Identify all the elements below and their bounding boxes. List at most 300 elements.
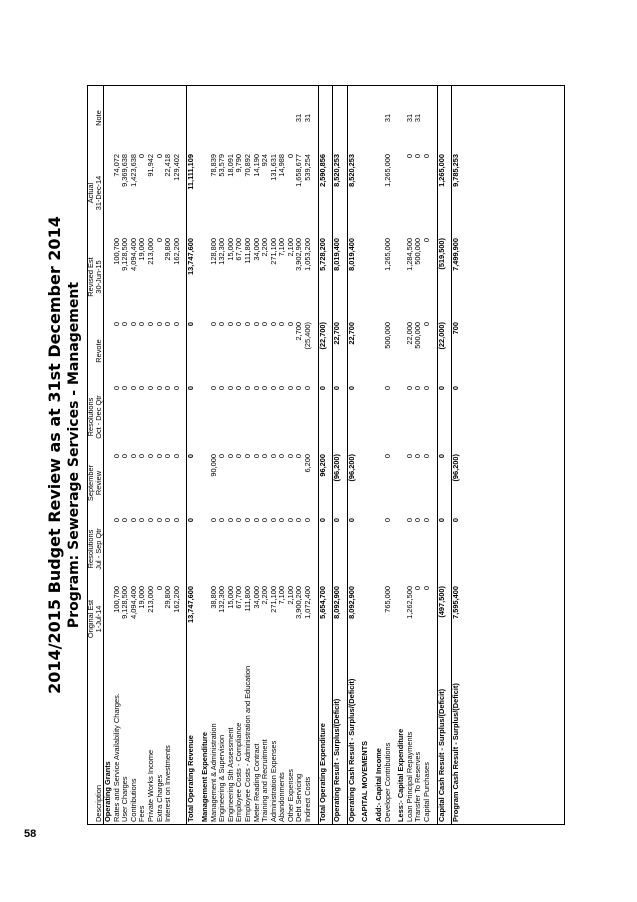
row-value: 0 (268, 386, 278, 391)
row-value: 8,092,900 (333, 583, 342, 655)
row-note (253, 85, 262, 151)
row-value: 22,700 (333, 319, 342, 383)
row-value (104, 515, 113, 583)
row-value: 0 (128, 518, 138, 523)
row-value: 0 (294, 454, 304, 459)
row-value: 0 (294, 386, 304, 391)
row-value: 0 (154, 386, 164, 391)
row-value: 29,800 (163, 586, 173, 609)
row-value: 2,200 (260, 238, 270, 257)
row-value: 0 (437, 451, 446, 515)
row-value: 0 (187, 515, 196, 583)
row-value: 0 (277, 454, 287, 459)
row-value: (22,700) (318, 319, 327, 383)
row-value: 0 (187, 319, 196, 383)
row-value: 0 (137, 386, 147, 391)
row-value: 0 (242, 518, 252, 523)
table-row (384, 85, 393, 825)
row-description: Total Operating Expenditure (318, 655, 327, 825)
row-value: 0 (303, 386, 313, 391)
row-value (361, 515, 370, 583)
total-row (187, 85, 196, 825)
row-value: 13,747,600 (187, 235, 196, 319)
row-value (397, 515, 406, 583)
row-value: 0 (145, 518, 155, 523)
row-value: 0 (208, 386, 218, 391)
row-value: 0 (277, 386, 287, 391)
row-value: 9,128,500 (120, 238, 130, 271)
row-value: 0 (277, 518, 287, 523)
row-description: Program Cash Result - Surplus/(Deficit) (452, 655, 461, 825)
row-description: Other Expenses (285, 769, 295, 822)
row-value: 0 (404, 386, 414, 391)
row-description: Operating Result - Surplus/(Deficit) (333, 655, 342, 825)
row-note: 31 (404, 113, 414, 123)
table-body (104, 85, 461, 825)
row-value: 0 (260, 518, 270, 523)
row-value: (96,200) (347, 451, 356, 515)
row-value: 0 (382, 454, 392, 459)
row-value: 34,000 (251, 586, 261, 609)
row-description: Less:- Capital Expenditure (396, 728, 406, 822)
table-row (304, 85, 313, 825)
row-value: 0 (225, 454, 235, 459)
row-description: Transfer To Reserves (413, 751, 423, 822)
row-value: (519,500) (437, 235, 446, 319)
row-value: 9,790 (234, 154, 244, 173)
row-value: 131,631 (268, 154, 278, 181)
row-note (318, 85, 327, 151)
row-value: 8,520,253 (347, 151, 356, 235)
row-description: Meter Reading Contract (251, 743, 261, 822)
row-value (375, 383, 384, 451)
row-value: 0 (137, 518, 147, 523)
row-value: 0 (120, 386, 130, 391)
total-row (437, 85, 446, 825)
row-value: 0 (333, 383, 342, 451)
row-note (138, 85, 147, 151)
row-note: 31 (413, 113, 423, 123)
row-value: 0 (128, 322, 138, 327)
row-value: 0 (137, 454, 147, 459)
row-description: Indirect Costs (303, 776, 313, 822)
row-value: 1,262,500 (404, 586, 414, 619)
row-value: 271,100 (268, 238, 278, 265)
row-value: 1,658,677 (294, 154, 304, 187)
row-value: 0 (242, 322, 252, 327)
row-description: Contributions (128, 778, 138, 822)
row-description: Fees (137, 805, 147, 822)
row-value: 8,019,400 (347, 235, 356, 319)
row-note (235, 85, 244, 151)
row-value: 0 (437, 515, 446, 583)
row-description: Add:- Capital Income (374, 748, 384, 822)
row-value: 0 (137, 154, 147, 159)
row-value: 0 (268, 518, 278, 523)
row-value: 90,000 (208, 454, 218, 477)
row-value: 132,300 (217, 238, 227, 265)
row-value: 0 (217, 454, 227, 459)
header-resolutions-oct-dec: Resolutions Oct - Dec Qtr (87, 383, 104, 451)
row-description: Capital Cash Result - Surplus/(Deficit) (437, 655, 446, 825)
row-value: 13,747,600 (187, 583, 196, 655)
row-value: 0 (187, 383, 196, 451)
row-value: 0 (413, 518, 423, 523)
row-value: 0 (260, 386, 270, 391)
row-description: Extra Charges (154, 774, 164, 822)
row-value: 924 (260, 154, 270, 167)
row-value: 0 (163, 386, 173, 391)
row-value: 0 (234, 518, 244, 523)
row-value: (22,000) (437, 319, 446, 383)
row-value: 67,700 (234, 238, 244, 261)
row-value: 0 (208, 518, 218, 523)
row-value: 22,700 (347, 319, 356, 383)
row-value: (96,200) (452, 451, 461, 515)
row-value (397, 451, 406, 515)
row-value: 128,800 (208, 238, 218, 265)
row-description: Operating Cash Result - Surplus/(Deficit) (347, 655, 356, 825)
table-header-row (87, 85, 104, 825)
total-row (333, 85, 342, 825)
row-value: 1,423,638 (128, 154, 138, 187)
row-value: 22,000 (404, 322, 414, 345)
row-value: 0 (437, 383, 446, 451)
row-value: 162,200 (171, 586, 181, 613)
row-description: Capital Purchases (422, 762, 431, 822)
row-value: 0 (251, 518, 261, 523)
row-value: 0 (234, 454, 244, 459)
row-value: 539,254 (303, 154, 313, 181)
row-value: 111,800 (242, 586, 252, 612)
row-value (397, 151, 406, 235)
row-value (361, 451, 370, 515)
row-value (375, 515, 384, 583)
row-value: 14,988 (277, 154, 287, 177)
row-description: User Charges (120, 776, 130, 822)
row-value: 0 (145, 322, 155, 327)
program-subtitle: Program: Sewerage Services - Management (66, 281, 82, 629)
row-description: Rates and Service Availability Charges. (111, 693, 121, 822)
row-value: 162,200 (171, 238, 181, 265)
row-value (375, 451, 384, 515)
row-note (173, 85, 182, 151)
row-value: 0 (452, 383, 461, 451)
row-value: 0 (154, 454, 164, 459)
row-value: 0 (422, 238, 431, 243)
row-value: 0 (251, 454, 261, 459)
row-value: 19,000 (137, 586, 147, 609)
row-description: Developer Contributions (382, 742, 392, 822)
row-description: Employee Costs - Administration and Education (242, 665, 252, 822)
table-row (173, 85, 182, 825)
total-row (318, 85, 327, 825)
row-value (201, 319, 210, 383)
row-value: 213,000 (145, 238, 155, 265)
row-value: 8,520,253 (333, 151, 342, 235)
row-value: 0 (217, 386, 227, 391)
row-value: 0 (285, 386, 295, 391)
row-note (113, 85, 122, 151)
row-note (121, 85, 130, 151)
row-description: Private Works Income (145, 749, 155, 822)
header-resolutions-jul-sep: Resolutions Jul - Sep Qtr (87, 515, 104, 583)
row-value: 0 (217, 518, 227, 523)
row-value (201, 515, 210, 583)
row-value: 0 (318, 515, 327, 583)
row-description: Operating Grants (103, 761, 112, 822)
row-value: 100,700 (111, 238, 121, 265)
row-description: Abandonments (277, 772, 287, 822)
row-note (147, 85, 156, 151)
row-value: 0 (404, 518, 414, 523)
row-note (164, 85, 173, 151)
row-value: 9,785,253 (452, 151, 461, 235)
row-value: 7,499,900 (452, 235, 461, 319)
row-value: 0 (422, 386, 431, 391)
row-value: 2,200 (260, 586, 270, 605)
row-value: 15,000 (225, 238, 235, 261)
row-note (130, 85, 139, 151)
row-note (452, 85, 461, 151)
row-value: 0 (225, 518, 235, 523)
row-value: 5,728,200 (318, 235, 327, 319)
row-note (218, 85, 227, 151)
row-value: 8,019,400 (333, 235, 342, 319)
row-note: 31 (382, 113, 392, 123)
row-value: 0 (382, 518, 392, 523)
row-value: 38,800 (208, 586, 218, 609)
total-row (452, 85, 461, 825)
row-note (156, 85, 165, 151)
header-original-est: Original Est 1-Jul-14 (87, 583, 104, 655)
row-value: 11,111,109 (187, 151, 196, 235)
row-value: 9,369,638 (120, 154, 130, 187)
row-value: 0 (277, 322, 287, 327)
row-value: 67,700 (234, 586, 244, 609)
row-value: (96,200) (333, 451, 342, 515)
row-note (210, 85, 219, 151)
row-value: 500,000 (382, 322, 392, 349)
header-description: Description (87, 655, 104, 825)
header-note: Note (87, 85, 104, 151)
header-actual: Actual 31-Dec-14 (87, 151, 104, 235)
row-value: 6,200 (303, 454, 313, 473)
row-description: Management Expenditure (199, 732, 209, 822)
row-note (278, 85, 287, 151)
row-value: 0 (171, 386, 181, 391)
row-value: 0 (154, 586, 164, 591)
row-value: 7,595,400 (452, 583, 461, 655)
row-value: 5,654,700 (318, 583, 327, 655)
row-value: 500,000 (413, 322, 423, 349)
row-value: 1,265,000 (437, 151, 446, 235)
row-value: 91,942 (145, 154, 155, 177)
table-row (423, 85, 432, 825)
row-note (423, 85, 432, 151)
row-note (333, 85, 342, 151)
row-value: 0 (120, 454, 130, 459)
page-number: 58 (24, 828, 37, 840)
row-value: 0 (171, 454, 181, 459)
row-value: 765,000 (382, 586, 392, 613)
row-value (361, 383, 370, 451)
row-value: 7,100 (277, 238, 287, 257)
row-description: CAPITAL MOVEMENTS (360, 740, 370, 822)
row-description (173, 655, 182, 825)
row-value (361, 151, 370, 235)
row-note (261, 85, 270, 151)
row-value: 0 (294, 518, 304, 523)
row-value: 2,100 (285, 586, 295, 605)
row-value: 0 (285, 154, 295, 159)
row-value (397, 383, 406, 451)
row-value: 0 (404, 154, 414, 159)
row-value: 1,053,200 (303, 238, 313, 271)
row-value (361, 235, 370, 319)
row-value: 0 (422, 322, 431, 327)
row-value: 0 (422, 454, 431, 459)
row-value: 0 (318, 383, 327, 451)
row-value (201, 383, 210, 451)
row-value (104, 383, 113, 451)
row-value: 53,579 (217, 154, 227, 177)
row-note: 31 (303, 113, 313, 123)
header-revised-est: Revised Est 30-Jun-15 (87, 235, 104, 319)
row-value: 0 (422, 518, 431, 523)
row-note: 31 (294, 113, 304, 123)
row-value: 0 (163, 454, 173, 459)
row-value: 74,072 (111, 154, 121, 177)
row-description: Training and Recruitment (260, 739, 270, 822)
row-value: 0 (382, 386, 392, 391)
row-description: Management & Administration (208, 723, 218, 822)
row-value: 70,892 (242, 154, 252, 177)
row-value: 1,072,400 (303, 586, 313, 619)
row-value: 0 (120, 322, 130, 327)
budget-table (87, 85, 461, 825)
row-value: 0 (111, 518, 121, 523)
row-description: Engineering Sth Assessment (225, 727, 235, 822)
row-value: 29,800 (163, 238, 173, 261)
row-value: 0 (111, 454, 121, 459)
row-value: 0 (260, 454, 270, 459)
row-value: 0 (163, 518, 173, 523)
row-value: 4,094,400 (128, 238, 138, 271)
row-description: Interest on Investments (163, 745, 173, 822)
row-value: 0 (347, 383, 356, 451)
row-value: 0 (154, 518, 164, 523)
row-value: 0 (242, 454, 252, 459)
row-value: 3,900,200 (294, 586, 304, 619)
row-note (347, 85, 356, 151)
row-value: 0 (154, 322, 164, 327)
row-value (104, 319, 113, 383)
row-value: 0 (268, 454, 278, 459)
row-value: 0 (145, 386, 155, 391)
row-value: 0 (413, 386, 423, 391)
row-value: 0 (452, 515, 461, 583)
row-value: 0 (251, 322, 261, 327)
row-value: 0 (285, 518, 295, 523)
row-note (187, 85, 196, 151)
row-value: 1,265,000 (382, 154, 392, 187)
row-value: (497,500) (437, 583, 446, 655)
row-value: 9,128,500 (120, 586, 130, 619)
row-value: 0 (404, 454, 414, 459)
section-heading-row (361, 85, 370, 825)
row-value: 700 (452, 319, 461, 383)
row-value: 0 (422, 586, 431, 591)
row-value: 4,094,400 (128, 586, 138, 619)
row-value: 2,700 (294, 322, 304, 341)
row-description: Employee Costs - Compliance (234, 722, 244, 822)
row-value: 18,091 (225, 154, 235, 177)
row-value: 0 (187, 451, 196, 515)
row-value: 96,200 (318, 451, 327, 515)
row-value: 0 (154, 154, 164, 159)
row-note (270, 85, 279, 151)
row-value: 0 (154, 238, 164, 243)
row-value: 0 (208, 322, 218, 327)
row-value: 2,100 (285, 238, 295, 257)
report-title: 2014/2015 Budget Review as at 31st December 2014 (45, 216, 64, 694)
row-value (361, 583, 370, 655)
row-note (437, 85, 446, 151)
row-value: 0 (128, 386, 138, 391)
row-value: 8,092,900 (347, 583, 356, 655)
row-value: 1,265,000 (382, 238, 392, 271)
row-value: 0 (242, 386, 252, 391)
row-value: 0 (137, 322, 147, 327)
row-value: 22,418 (163, 154, 173, 177)
header-september-review: September Review (87, 451, 104, 515)
row-value: 0 (260, 322, 270, 327)
row-note (227, 85, 236, 151)
row-note (244, 85, 253, 151)
row-value (361, 319, 370, 383)
row-value: 0 (111, 322, 121, 327)
row-value: 0 (234, 322, 244, 327)
row-note (104, 85, 113, 151)
row-description: Engineering & Supervision (217, 734, 227, 822)
row-description: Debt Servicing (294, 773, 304, 822)
row-value (104, 451, 113, 515)
row-value: 0 (225, 386, 235, 391)
row-value: 1,284,500 (404, 238, 414, 271)
row-note (201, 85, 210, 151)
row-description: Total Operating Revenue (187, 655, 196, 825)
row-value: 34,000 (251, 238, 261, 261)
row-value: 0 (285, 454, 295, 459)
row-value: 3,902,900 (294, 238, 304, 271)
row-value: 0 (171, 518, 181, 523)
row-value: 0 (347, 515, 356, 583)
row-value: 0 (413, 154, 423, 159)
row-value: 100,700 (111, 586, 121, 613)
row-value: 78,839 (208, 154, 218, 177)
row-value: 0 (128, 454, 138, 459)
row-value: 0 (171, 322, 181, 327)
row-value: 0 (333, 515, 342, 583)
row-value: 271,100 (268, 586, 278, 613)
row-value: 111,800 (242, 238, 252, 264)
row-note (361, 85, 370, 151)
total-row (347, 85, 356, 825)
row-value: 7,100 (277, 586, 287, 605)
row-description: Administration Expenses (268, 740, 278, 822)
row-value: 132,300 (217, 586, 227, 613)
